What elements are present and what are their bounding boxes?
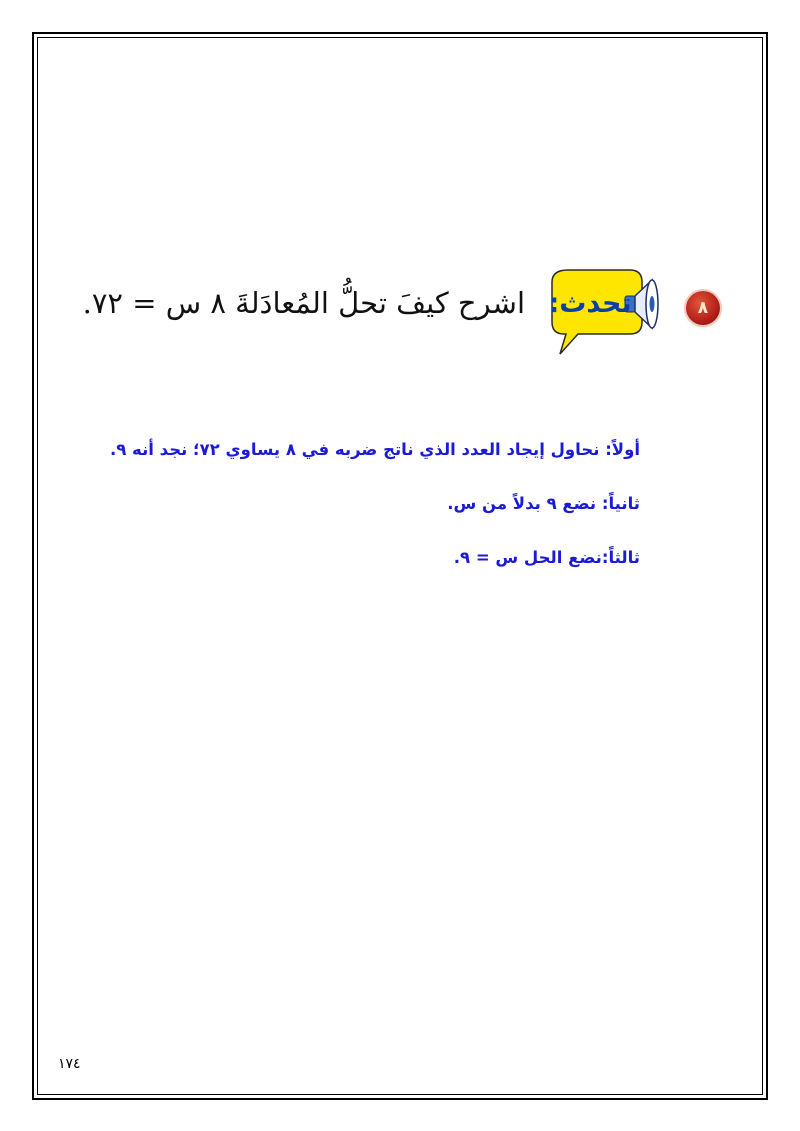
page-number: ١٧٤ bbox=[58, 1056, 81, 1072]
answer-block bbox=[40, 436, 640, 598]
question-text: اشرح كيفَ تحلُّ المُعادَلةَ ٨ س = ٧٢. bbox=[82, 286, 525, 320]
talk-icon bbox=[538, 262, 660, 360]
question-number-badge: ٨ bbox=[686, 291, 720, 325]
talk-label: تحدث: bbox=[548, 288, 632, 319]
answer-line-3: ثالثاً:نضع الحل س = ٩. bbox=[453, 548, 640, 567]
answer-line-1: أولاً: نحاول إيجاد العدد الذي ناتج ضربه في ٨ يساوي ٧٢؛ نجد أنه ٩. bbox=[109, 440, 640, 459]
answer-line-2: ثانياً: نضع ٩ بدلاً من س. bbox=[447, 494, 640, 513]
